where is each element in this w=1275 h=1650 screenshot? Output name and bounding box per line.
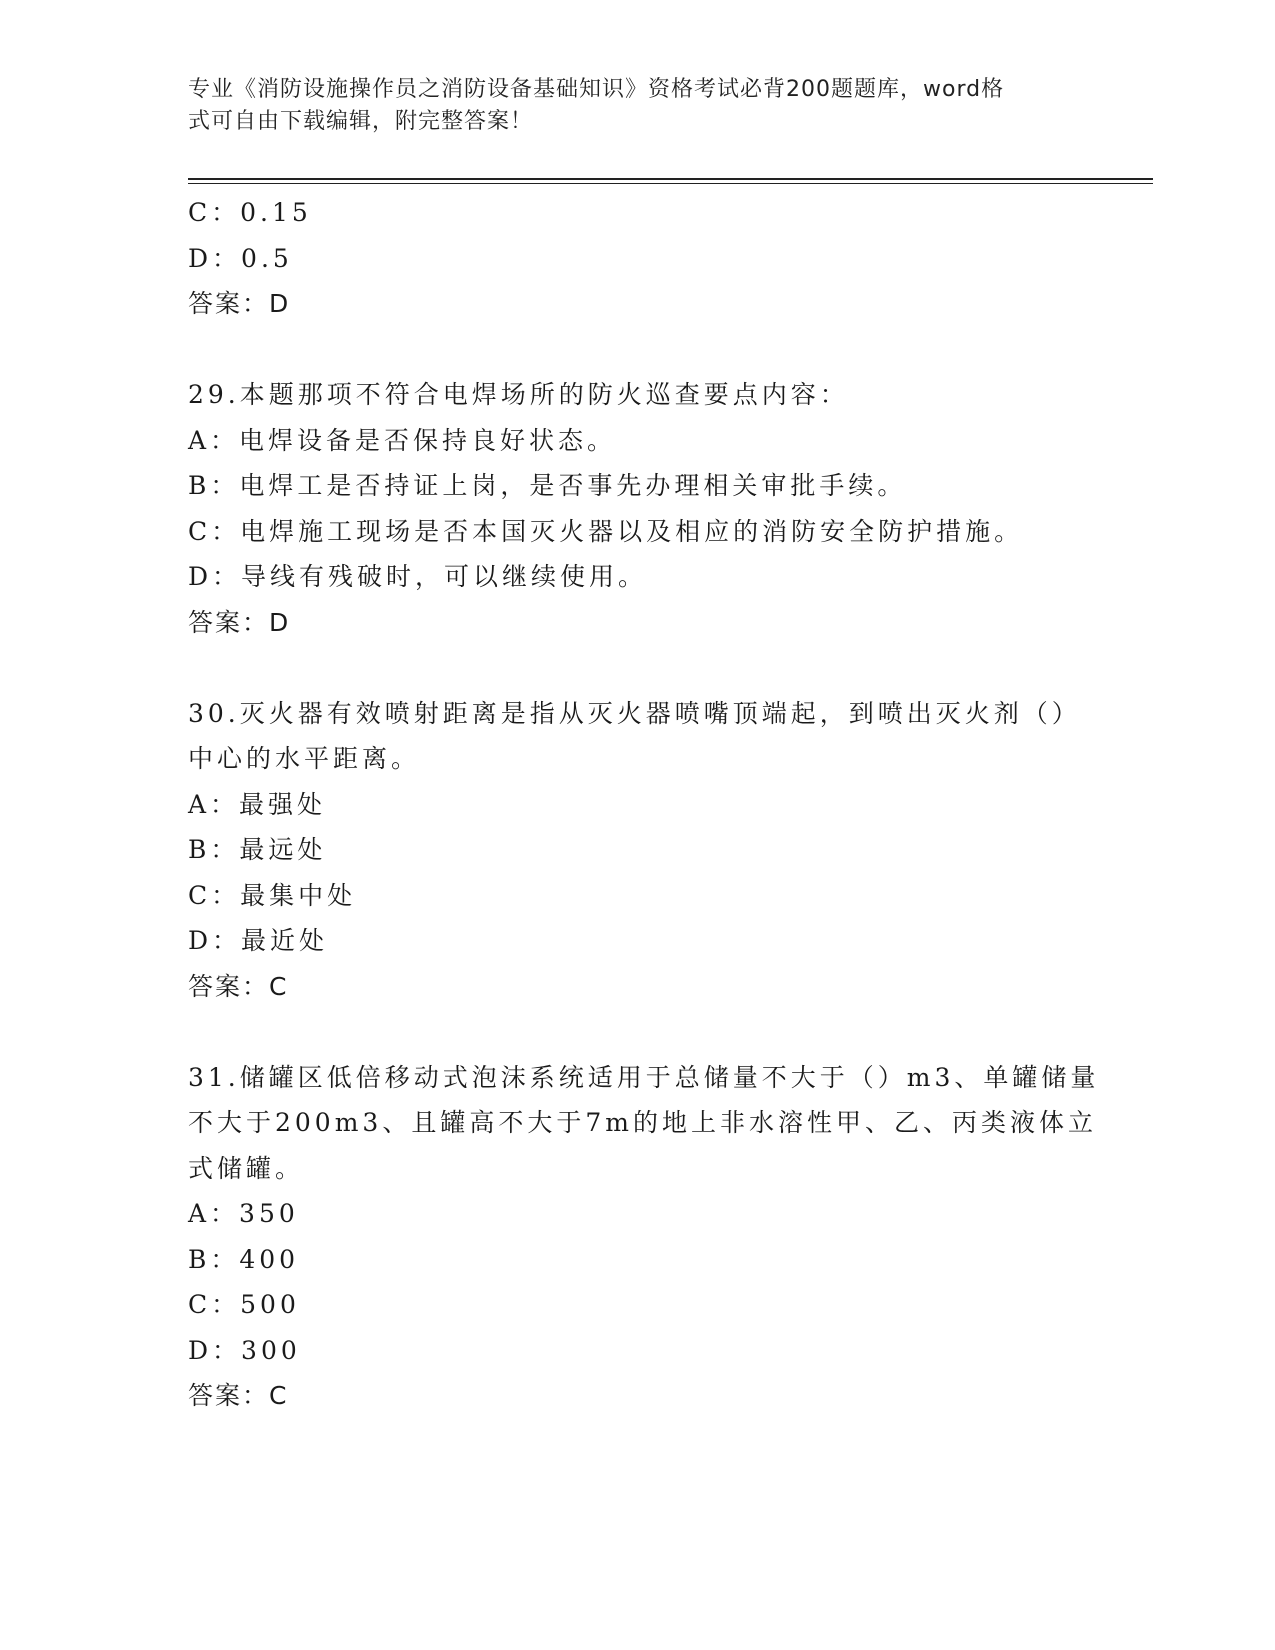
option-line: B：400 (188, 1244, 300, 1274)
option-line: D：最近处 (188, 926, 329, 955)
question-stem: 29.本题那项不符合电焊场所的防火巡查要点内容： (188, 380, 849, 409)
option-line: C：500 (188, 1290, 300, 1319)
answer-line: 答案：C (188, 1381, 289, 1410)
header-divider-thick (188, 178, 1153, 180)
option-line: D：导线有残破时，可以继续使用。 (188, 562, 648, 591)
spacer (188, 645, 1108, 691)
header-line-2: 式可自由下载编辑，附完整答案！ (188, 109, 534, 134)
option-line: B：电焊工是否持证上岗，是否事先办理相关审批手续。 (188, 471, 907, 500)
answer-line: 答案：C (188, 971, 289, 1001)
option-line: A：最强处 (188, 789, 327, 819)
answer-line: 答案：D (188, 289, 291, 318)
question-stem: 式储罐。 (188, 1153, 305, 1183)
option-line: A：350 (188, 1199, 299, 1228)
question-stem: 不大于200m3、且罐高不大于7m的地上非水溶性甲、乙、丙类液体立 (188, 1108, 1097, 1137)
option-line: C：电焊施工现场是否本国灭火器以及相应的消防安全防护措施。 (188, 516, 1024, 546)
document-header (188, 74, 1068, 138)
header-divider-thin (188, 183, 1153, 184)
question-stem: 中心的水平距离。 (188, 744, 421, 773)
spacer (188, 327, 1108, 373)
option-line: D：300 (188, 1335, 301, 1365)
option-line: B：最远处 (188, 835, 327, 864)
question-content (188, 190, 1108, 1419)
question-stem: 30.灭火器有效喷射距离是指从灭火器喷嘴顶端起，到喷出灭火剂（） (188, 698, 1081, 728)
spacer (188, 1009, 1108, 1055)
option-line: C：最集中处 (188, 880, 357, 910)
header-line-1: 专业《消防设施操作员之消防设备基础知识》资格考试必背200题题库，word格 (188, 77, 1005, 102)
question-stem: 31.储罐区低倍移动式泡沫系统适用于总储量不大于（）m3、单罐储量 (188, 1062, 1100, 1092)
option-line: D：0.5 (188, 243, 293, 273)
option-line: C：0.15 (188, 198, 312, 227)
answer-line: 答案：D (188, 607, 291, 637)
option-line: A：电焊设备是否保持良好状态。 (188, 425, 617, 455)
